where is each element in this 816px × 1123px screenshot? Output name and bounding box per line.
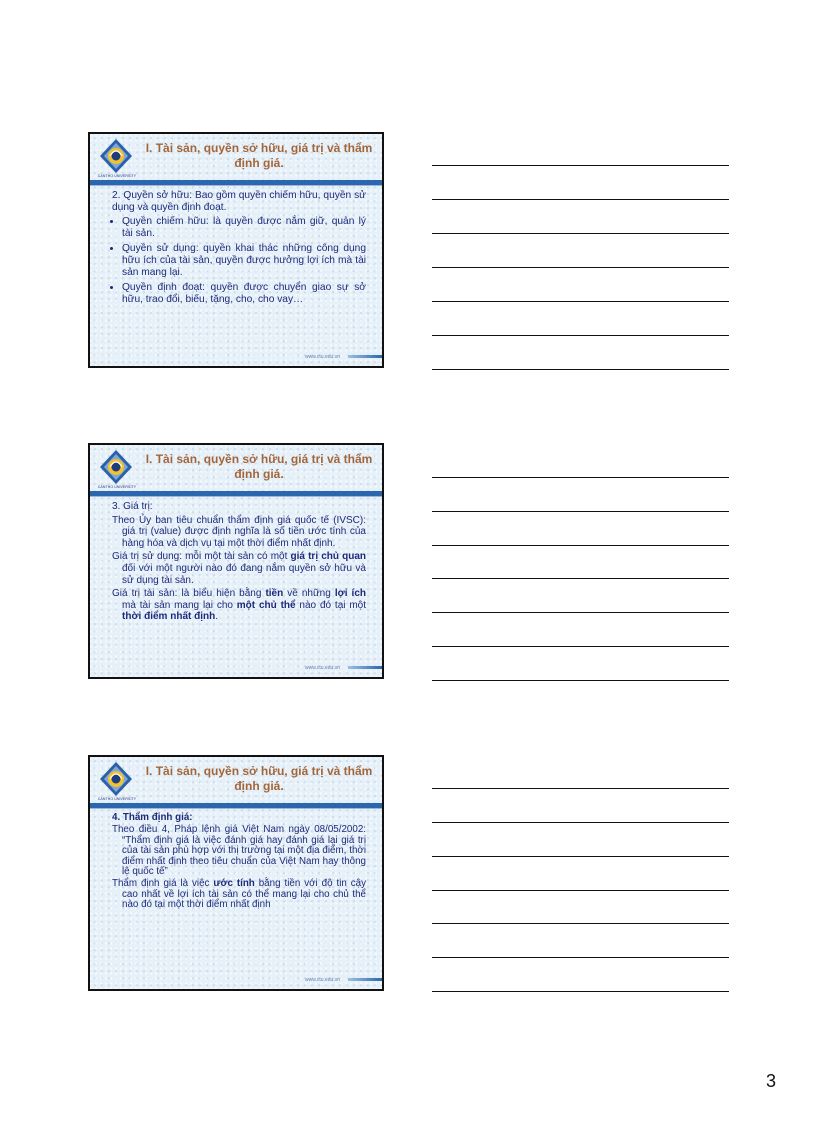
footer-bar	[348, 666, 382, 669]
bullet-item: • Quyền chiếm hữu: là quyền được nắm giữ, quản lý tài sản.	[122, 216, 366, 240]
bold-text: một chủ thể	[236, 599, 296, 611]
note-line	[432, 957, 729, 958]
slide-heading: 2. Quyền sở hữu: Bao gồm quyền chiếm hữu, quyền sử dụng và quyền định đoạt.	[112, 190, 366, 213]
note-line	[432, 991, 729, 992]
note-line	[432, 646, 729, 647]
text-run: về những	[283, 588, 335, 600]
slide-body	[112, 813, 366, 913]
note-line	[432, 165, 729, 166]
page-number: 3	[766, 1071, 777, 1091]
bullet-item: • Quyền định đoạt: quyền được chuyển giao sự sở hữu, trao đổi, biếu, tặng, cho, cho vay…	[122, 282, 366, 306]
text-run: Thẩm định giá là việc	[112, 878, 214, 890]
note-line	[432, 301, 729, 302]
text-run: bằng tiền với độ tin cậy cao nhất về lợi ích tài sản có thể mang lại cho chủ thể nào đó tại một thời điểm nhất định	[122, 878, 367, 911]
text-run: Giá trị sử dụng: mỗi một tài sản có một	[112, 551, 291, 563]
note-line	[432, 680, 729, 681]
text-run: mà tài sản mang lại cho	[122, 599, 237, 611]
slide-heading: 4. Thẩm định giá:	[112, 812, 193, 823]
logo-caption: CANTHO UNIVERSITY	[97, 174, 137, 178]
slide-body	[112, 501, 366, 625]
footer-url: www.ctu.edu.vn	[304, 665, 340, 671]
text-run: .	[215, 611, 218, 623]
text-run: đối với một người nào đó đang nắm quyền sở hữu và sử dụng tài sản.	[122, 562, 366, 586]
footer-bar	[348, 355, 382, 358]
university-logo-icon	[96, 761, 136, 797]
note-line	[432, 335, 729, 336]
note-line	[432, 890, 729, 891]
bold-text: tiền	[265, 588, 284, 600]
slide-title: I. Tài sản, quyền sở hữu, giá trị và thẩm định giá.	[145, 764, 373, 793]
note-line	[432, 369, 729, 370]
slide-header	[90, 757, 382, 803]
paragraph	[112, 879, 366, 910]
bullet-list	[112, 216, 366, 306]
paragraph: Theo điều 4, Pháp lệnh giá Việt Nam ngày 08/05/2002: “Thẩm định giá là việc đánh giá hay đánh giá lại giá trị của tài sản phù hợp với thị trường tại một địa điểm, thời điểm nhất định theo tiêu chuẩn của Việt Nam hay thông lệ quốc tế”	[112, 824, 366, 878]
footer-url: www.ctu.edu.vn	[304, 977, 340, 983]
note-line	[432, 578, 729, 579]
header-band-thin	[90, 808, 382, 809]
note-line	[432, 233, 729, 234]
note-line	[432, 511, 729, 512]
note-line	[432, 856, 729, 857]
text-run: nào đó tại một	[295, 599, 366, 611]
note-line	[432, 199, 729, 200]
text-run: Giá trị tài sản: là biểu hiện bằng	[112, 588, 266, 600]
paragraph: Theo Ủy ban tiêu chuẩn thẩm định giá quốc tế (IVSC): giá trị (value) được định nghĩa là số tiền ước tính của hàng hóa và dịch vụ tại một thời điểm nhất định.	[112, 514, 366, 549]
note-line	[432, 545, 729, 546]
slide-header	[90, 134, 382, 180]
slide-body	[112, 190, 366, 309]
bold-text: ước tính	[213, 878, 255, 890]
header-band-thin	[90, 185, 382, 186]
header-band-thin	[90, 496, 382, 497]
slide-3	[88, 755, 384, 991]
slide-header	[90, 445, 382, 491]
bullet-item: • Quyền sử dụng: quyền khai thác những công dụng hữu ích của tài sản, quyền được hưởng lợi ích mà tài sản mang lại.	[122, 243, 366, 279]
footer-bar	[348, 978, 382, 981]
slide-title: I. Tài sản, quyền sở hữu, giá trị và thẩm định giá.	[145, 452, 373, 481]
paragraph	[112, 588, 366, 623]
bold-text: lợi ích	[334, 588, 366, 600]
university-logo-icon	[96, 138, 136, 174]
note-line	[432, 788, 729, 789]
paragraph	[112, 551, 366, 586]
bold-text: giá trị chủ quan	[290, 551, 367, 563]
note-line	[432, 822, 729, 823]
slide-title: I. Tài sản, quyền sở hữu, giá trị và thẩm định giá.	[145, 141, 373, 170]
logo-caption: CANTHO UNIVERSITY	[97, 485, 137, 489]
note-line	[432, 267, 729, 268]
slide-heading: 3. Giá trị:	[112, 501, 153, 512]
note-line	[432, 612, 729, 613]
footer-url: www.ctu.edu.vn	[304, 354, 340, 360]
bold-text: thời điểm nhất định	[122, 611, 216, 623]
note-line	[432, 477, 729, 478]
logo-caption: CANTHO UNIVERSITY	[97, 797, 137, 801]
note-line	[432, 923, 729, 924]
slide-1	[88, 132, 384, 368]
slide-2	[88, 443, 384, 679]
university-logo-icon	[96, 449, 136, 485]
